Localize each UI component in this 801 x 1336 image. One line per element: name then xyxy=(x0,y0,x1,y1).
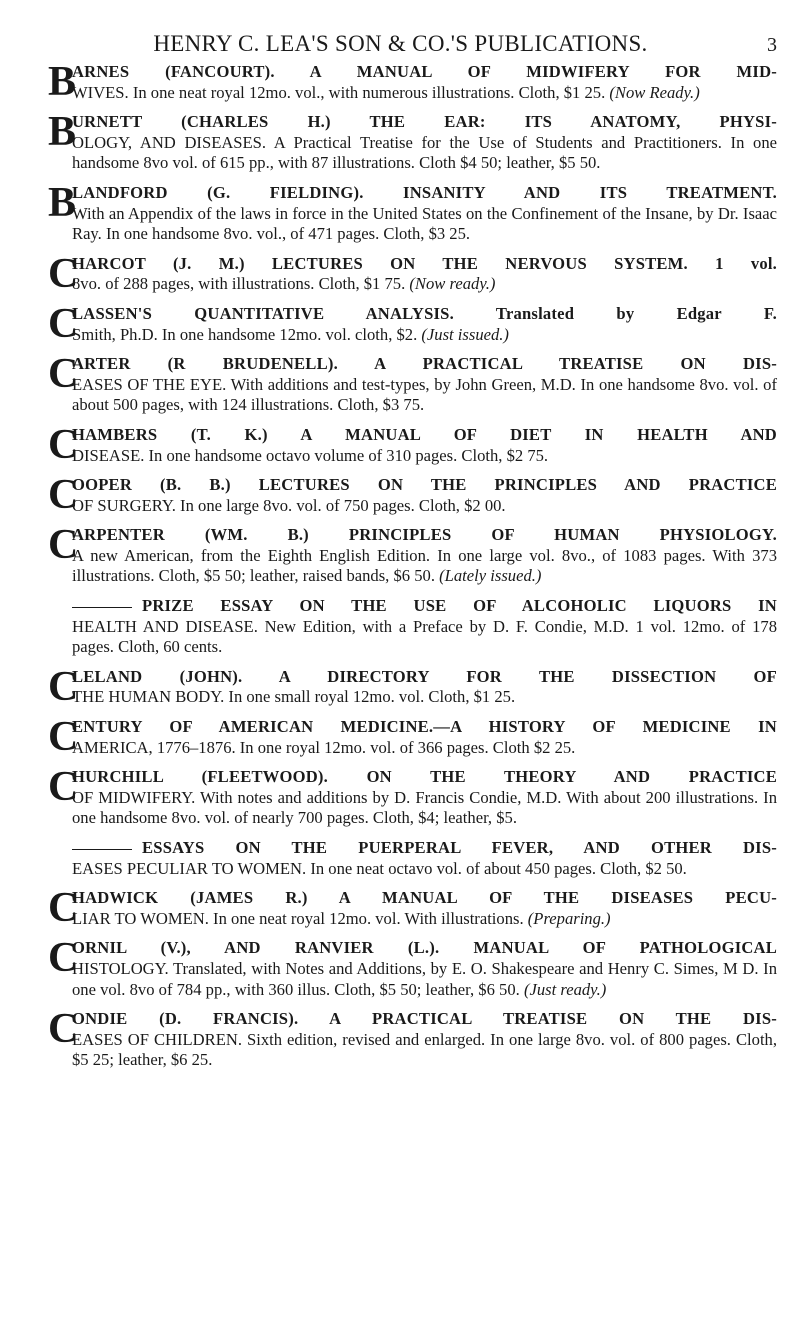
entry-description xyxy=(72,687,777,708)
entry-heading: ENTURY OF AMERICAN MEDICINE.—A HISTORY OF MEDICINE IN xyxy=(72,717,777,737)
entry-description xyxy=(72,859,777,880)
entry-description xyxy=(72,909,777,930)
drop-initial: C xyxy=(48,351,79,398)
ditto-rule xyxy=(72,607,132,608)
entry-description-text: EASES PECULIAR TO WOMEN. In one neat octavo vol. of about 450 pages. Cloth, $2 50. xyxy=(72,858,687,878)
entry-heading-line xyxy=(72,838,777,859)
entry-heading: HURCHILL (FLEETWOOD). ON THE THEORY AND PRACTICE xyxy=(72,767,777,787)
entry-heading-line xyxy=(72,354,777,375)
entry-description xyxy=(72,83,777,104)
entry-description-text: Smith, Ph.D. In one handsome 12mo. vol. cloth, $2. xyxy=(72,324,418,344)
catalogue-entry xyxy=(48,714,777,761)
entry-description-text: HISTOLOGY. Translated, with Notes and Additions, by E. O. Shakespeare and Henry C. Simes, M D. In one vol. 8vo of 784 pp., with 360 illus. Cloth, $5 50; leather, $6 50. xyxy=(72,958,777,999)
entry-heading-line xyxy=(72,667,777,688)
catalogue-entry xyxy=(48,250,777,297)
catalogue-entry xyxy=(48,663,777,710)
availability-note: (Lately issued.) xyxy=(439,566,542,586)
catalogue-entry xyxy=(48,596,777,658)
entry-heading-line xyxy=(72,888,777,909)
drop-initial: C xyxy=(48,522,79,569)
entry-description xyxy=(72,446,777,467)
catalogue-entry xyxy=(48,109,777,174)
entry-description xyxy=(72,738,777,759)
drop-initial: C xyxy=(48,935,79,982)
availability-note: (Now ready.) xyxy=(409,274,496,294)
drop-initial: C xyxy=(48,663,79,710)
entry-heading-line xyxy=(72,767,777,788)
drop-initial: C xyxy=(48,250,79,297)
entry-description xyxy=(72,788,777,829)
entry-description-text: WIVES. In one neat royal 12mo. vol., with numerous illustrations. Cloth, $1 25. xyxy=(72,82,606,102)
catalogue-entry xyxy=(48,764,777,829)
entry-heading: PRIZE ESSAY ON THE USE OF ALCOHOLIC LIQUORS IN xyxy=(142,596,777,616)
drop-initial: C xyxy=(48,764,79,811)
entry-description-text: HEALTH AND DISEASE. New Edition, with a Preface by D. F. Condie, M.D. 1 vol. 12mo. of 178 pages. Cloth, 60 cents. xyxy=(72,616,777,657)
entry-description-text: With an Appendix of the laws in force in the United States on the Confinement of the Insane, by Dr. Isaac Ray. In one handsome 8vo. vol., of 471 pages. Cloth, $3 25. xyxy=(72,203,777,244)
entry-heading: ARPENTER (WM. B.) PRINCIPLES OF HUMAN PHYSIOLOGY. xyxy=(72,525,777,545)
entry-description xyxy=(72,496,777,517)
drop-initial: C xyxy=(48,885,79,932)
catalogue-entry xyxy=(48,885,777,932)
entry-heading-line xyxy=(72,425,777,446)
entry-description xyxy=(72,204,777,245)
entry-heading: ARTER (R BRUDENELL). A PRACTICAL TREATISE ON DIS- xyxy=(72,354,777,374)
entry-heading-line xyxy=(72,1009,777,1030)
availability-note: (Just issued.) xyxy=(421,324,509,344)
catalogue-entry xyxy=(48,935,777,1000)
entry-description-text: EASES OF THE EYE. With additions and test-types, by John Green, M.D. In one handsome 8vo. vol. of about 500 pages, with 124 illustrations. Cloth, $3 75. xyxy=(72,374,777,415)
entry-heading: ESSAYS ON THE PUERPERAL FEVER, AND OTHER DIS- xyxy=(142,838,777,857)
catalogue-entries xyxy=(48,59,777,1071)
entry-description-text: EASES OF CHILDREN. Sixth edition, revised and enlarged. In one large 8vo. vol. of 800 pages. Cloth, $5 25; leather, $6 25. xyxy=(72,1029,777,1070)
entry-description-text: OF SURGERY. In one large 8vo. vol. of 750 pages. Cloth, $2 00. xyxy=(72,495,506,515)
entry-heading: LELAND (JOHN). A DIRECTORY FOR THE DISSECTION OF xyxy=(72,666,777,686)
entry-heading-line xyxy=(72,475,777,496)
entry-heading: ORNIL (V.), AND RANVIER (L.). MANUAL OF PATHOLOGICAL xyxy=(72,938,777,958)
drop-initial: C xyxy=(48,1006,79,1053)
entry-description-text: OF MIDWIFERY. With notes and additions by D. Francis Condie, M.D. With about 200 illustrations. In one handsome 8vo. vol. of nearly 700 pages. Cloth, $4; leather, $5. xyxy=(72,787,777,828)
catalogue-entry xyxy=(48,179,777,245)
catalogue-entry xyxy=(48,522,777,587)
entry-heading-line xyxy=(72,717,777,738)
entry-heading-line xyxy=(72,254,777,275)
entry-heading: HADWICK (JAMES R.) A MANUAL OF THE DISEASES PECU- xyxy=(72,888,777,908)
catalogue-entry xyxy=(48,838,777,879)
entry-description xyxy=(72,375,777,416)
entry-heading-line xyxy=(72,62,777,83)
entry-heading: HAMBERS (T. K.) A MANUAL OF DIET IN HEALTH AND xyxy=(72,424,777,444)
catalogue-entry xyxy=(48,59,777,105)
entry-description xyxy=(72,959,777,1000)
entry-heading: OOPER (B. B.) LECTURES ON THE PRINCIPLES AND PRACTICE xyxy=(72,475,777,495)
availability-note: (Preparing.) xyxy=(527,908,611,928)
drop-initial: B xyxy=(48,59,77,105)
entry-description xyxy=(72,274,777,295)
drop-initial: B xyxy=(48,109,77,156)
page-header xyxy=(48,0,777,60)
entry-description xyxy=(72,1030,777,1071)
entry-description-text: OLOGY, AND DISEASES. A Practical Treatise for the Use of Students and Practitioners. In one handsome 8vo vol. of 615 pp., with 87 illustrations. Cloth $4 50; leather, $5 50. xyxy=(72,132,777,173)
entry-description-text: A new American, from the Eighth English Edition. In one large vol. 8vo., of 1083 pages. With 373 illustrations. Cloth, $5 50; leather, raised bands, $6 50. xyxy=(72,545,777,586)
availability-note: (Now Ready.) xyxy=(609,82,700,102)
catalogue-entry xyxy=(48,421,777,468)
entry-heading-line xyxy=(72,183,777,204)
entry-description-text: THE HUMAN BODY. In one small royal 12mo. vol. Cloth, $1 25. xyxy=(72,687,516,707)
catalogue-entry xyxy=(48,351,777,416)
ditto-rule xyxy=(72,849,132,850)
entry-description-text: 8vo. of 288 pages, with illustrations. Cloth, $1 75. xyxy=(72,274,406,294)
catalogue-entry xyxy=(48,1006,777,1071)
entry-heading-line xyxy=(72,525,777,546)
entry-heading: URNETT (CHARLES H.) THE EAR: ITS ANATOMY, PHYSI- xyxy=(72,112,777,132)
entry-heading-line xyxy=(72,938,777,959)
drop-initial: C xyxy=(48,300,79,347)
catalogue-entry xyxy=(48,472,777,519)
entry-description xyxy=(72,133,777,174)
entry-heading-line xyxy=(72,112,777,133)
page-number: 3 xyxy=(767,34,777,56)
entry-heading: HARCOT (J. M.) LECTURES ON THE NERVOUS SYSTEM. 1 vol. xyxy=(72,253,777,273)
drop-initial: C xyxy=(48,472,79,519)
entry-heading: LASSEN'S QUANTITATIVE ANALYSIS. Translated by Edgar F. xyxy=(72,303,777,323)
entry-heading: ONDIE (D. FRANCIS). A PRACTICAL TREATISE ON THE DIS- xyxy=(72,1009,777,1029)
entry-heading: LANDFORD (G. FIELDING). INSANITY AND ITS TREATMENT. xyxy=(72,182,777,202)
entry-heading-line xyxy=(72,596,777,617)
drop-initial: B xyxy=(48,179,77,226)
entry-description xyxy=(72,546,777,587)
drop-initial: C xyxy=(48,714,79,761)
entry-heading-line xyxy=(72,304,777,325)
entry-description xyxy=(72,617,777,658)
catalogue-entry xyxy=(48,300,777,347)
entry-description xyxy=(72,325,777,346)
drop-initial: C xyxy=(48,421,79,468)
running-title: HENRY C. LEA'S SON & CO.'S PUBLICATIONS. xyxy=(153,31,648,56)
entry-description-text: DISEASE. In one handsome octavo volume of 310 pages. Cloth, $2 75. xyxy=(72,445,549,465)
entry-heading: ARNES (FANCOURT). A MANUAL OF MIDWIFERY FOR MID- xyxy=(72,62,777,81)
entry-description-text: AMERICA, 1776–1876. In one royal 12mo. vol. of 366 pages. Cloth $2 25. xyxy=(72,737,576,757)
entry-description-text: LIAR TO WOMEN. In one neat royal 12mo. vol. With illustrations. xyxy=(72,908,524,928)
availability-note: (Just ready.) xyxy=(523,979,607,999)
